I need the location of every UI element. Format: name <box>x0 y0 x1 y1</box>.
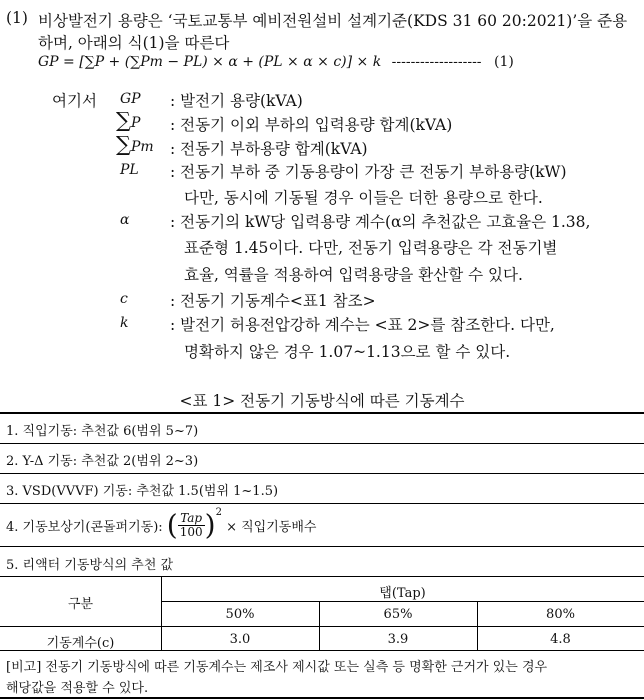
section-number: (1) <box>6 9 28 27</box>
def-symbol-alpha: α <box>120 212 130 228</box>
table-caption: <표 1> 전동기 기동방식에 따른 기동계수 <box>179 392 465 410</box>
table-row: 2. Y-Δ 기동: 추천값 2(범위 2~3) <box>6 454 199 469</box>
tap-cell: 65% <box>383 607 413 622</box>
def-desc-pl-cont: 다만, 동시에 기동될 경우 이들은 더한 용량으로 한다. <box>184 189 543 207</box>
table-row-formula <box>6 507 316 540</box>
def-symbol-pm: ∑Pm <box>116 132 154 156</box>
intro-line-2: 하며, 아래의 식(1)을 따른다 <box>38 34 230 52</box>
def-desc-p: : 전동기 이외 부하의 입력용량 합계(kVA) <box>170 116 453 134</box>
table-note-line-1: [비고] 전동기 기동방식에 따른 기동계수는 제조사 제시값 또는 실측 등 명확한 근거가 있는 경우 <box>6 660 548 675</box>
sigma-symbol: ∑ <box>116 108 131 132</box>
tap-cell: 50% <box>225 607 255 622</box>
def-desc-k-cont: 명확하지 않은 경우 1.07~1.13으로 할 수 있다. <box>184 343 511 361</box>
table-row: 3. VSD(VVVF) 기동: 추천값 1.5(범위 1~1.5) <box>6 484 279 499</box>
def-desc-c: : 전동기 기동계수<표1 참조> <box>170 292 376 310</box>
subtable-header-right: 탭(Tap) <box>379 586 426 601</box>
def-desc-pl: : 전동기 부하 중 기동용량이 가장 큰 전동기 부하용량(kW) <box>170 163 567 181</box>
table-rule <box>0 503 644 504</box>
value-cell: 3.0 <box>229 632 251 647</box>
table-top-border <box>0 412 644 414</box>
subtable-header-left: 구분 <box>67 597 94 612</box>
value-cell: 4.8 <box>550 632 571 647</box>
row4-prefix: 4. 기동보상기(콘돌퍼기동): <box>6 520 163 535</box>
table-row: 1. 직입기동: 추천값 6(범위 5~7) <box>6 424 199 439</box>
def-desc-alpha-cont-1: 표준형 1.45이다. 다만, 전동기 입력용량은 각 전동기별 <box>184 239 558 257</box>
where-label: 여기서 <box>52 92 97 110</box>
def-desc-alpha: : 전동기의 kW당 입력용량 계수(α의 추천값은 고효율은 1.38, <box>170 213 591 231</box>
def-desc-pm: : 전동기 부하용량 합계(kVA) <box>170 140 368 158</box>
def-desc-alpha-cont-2: 효율, 역률을 적용하여 입력용량을 환산할 수 있다. <box>184 266 523 284</box>
right-paren: ) <box>204 508 216 542</box>
table-rule <box>0 576 644 577</box>
formula-dashes: ------------------- <box>391 54 482 70</box>
formula <box>38 54 514 70</box>
subtable-rule <box>0 626 644 627</box>
table-rule <box>0 473 644 474</box>
def-symbol-c: c <box>120 291 128 307</box>
def-symbol-k: k <box>120 315 129 331</box>
left-paren: ( <box>166 508 178 542</box>
tap-cell: 80% <box>546 607 575 622</box>
table-note-line-2: 해당값을 적용할 수 있다. <box>6 681 149 696</box>
def-symbol-gp: GP <box>120 91 141 107</box>
table-rule <box>0 546 644 547</box>
table-row: 5. 리액터 기동방식의 추천 값 <box>6 558 174 573</box>
table-bottom-border <box>0 697 644 699</box>
subtable-rule <box>161 601 644 602</box>
formula-expression: GP = [∑P + (∑Pm − PL) × α + (PL × α × c)] × k <box>38 54 382 70</box>
def-symbol-pl: PL <box>120 162 139 178</box>
def-symbol-p: ∑P <box>116 108 141 132</box>
table-rule <box>0 443 644 444</box>
sigma-symbol: ∑ <box>116 132 131 156</box>
row-label: 기동계수(c) <box>46 636 115 651</box>
intro-line-1: 비상발전기 용량은 ‘국토교통부 예비전원설비 설계기준(KDS 31 60 20:2021)’을 준용 <box>38 12 628 30</box>
exponent: 2 <box>215 507 222 518</box>
def-desc-gp: : 발전기 용량(kVA) <box>170 92 303 110</box>
def-desc-k: : 발전기 허용전압강하 계수는 <표 2>를 참조한다. 다만, <box>170 316 555 334</box>
tap-fraction: $\frac{\text{Tap}}{100}$ <box>179 510 203 539</box>
value-cell: 3.9 <box>387 632 409 647</box>
row4-suffix: × 직입기동배수 <box>226 520 317 535</box>
formula-number: (1) <box>494 54 514 70</box>
